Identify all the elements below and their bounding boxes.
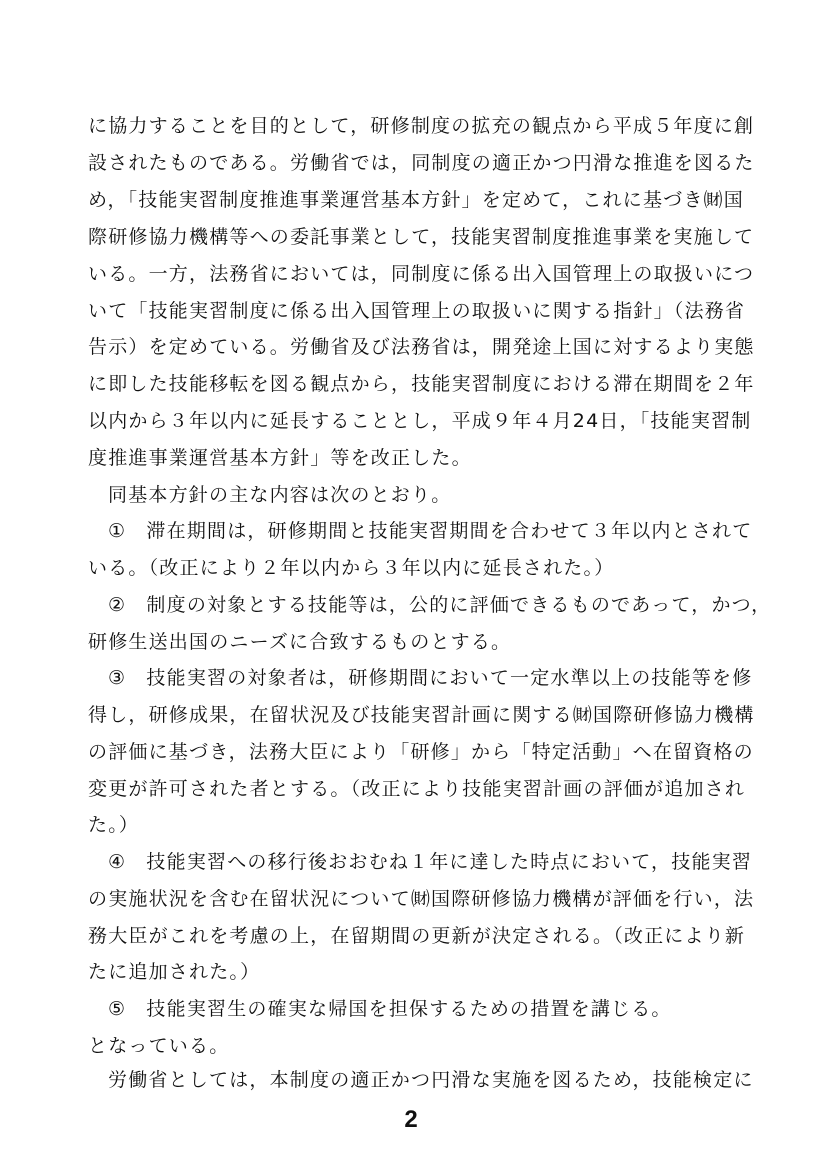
list-item-2: ② 制度の対象とする技能等は，公的に評価できるものであって，かつ， [108, 594, 772, 616]
text-line: いる。（改正により２年以内から３年以内に延長された。） [88, 557, 615, 579]
text-line: め，「技能実習制度推進事業運営基本方針」を定めて，これに基づき㈶国 [88, 189, 744, 211]
text-line: に即した技能移転を図る観点から，技能実習制度における滞在期間を２年 [88, 373, 755, 395]
text-line: 告示）を定めている。労働省及び法務省は，開発途上国に対するより実態 [88, 336, 755, 358]
text-line: 際研修協力機構等への委託事業として，技能実習制度推進事業を実施して [88, 226, 755, 248]
text-line: 度推進事業運営基本方針」等を改正した。 [88, 447, 472, 469]
text-line: 設されたものである。労働省では，同制度の適正かつ円滑な推進を図るた [88, 152, 755, 174]
text-line: いて「技能実習制度に係る出入国管理上の取扱いに関する指針」（法務省 [88, 300, 746, 322]
text-line: 変更が許可された者とする。（改正により技能実習計画の評価が追加され [88, 778, 746, 800]
list-item-1: ① 滞在期間は，研修期間と技能実習期間を合わせて３年以内とされて [108, 520, 753, 542]
list-item-5: ⑤ 技能実習生の確実な帰国を担保するための措置を講じる。 [108, 998, 672, 1020]
list-item-4: ④ 技能実習への移行後おおむね１年に達した時点において，技能実習 [108, 851, 753, 873]
list-item-3: ③ 技能実習の対象者は，研修期間において一定水準以上の技能等を修 [108, 667, 753, 689]
text-line: 研修生送出国のニーズに合致するものとする。 [88, 631, 512, 653]
text-line: 労働省としては，本制度の適正かつ円滑な実施を図るため，技能検定に [108, 1069, 754, 1091]
text-line: となっている。 [88, 1035, 230, 1057]
text-line: 同基本方針の主な内容は次のとおり。 [108, 484, 452, 506]
text-line: た。） [88, 814, 140, 836]
text-line: の評価に基づき，法務大臣により「研修」から「特定活動」へ在留資格の [88, 741, 754, 763]
text-line: 以内から３年以内に延長することとし，平成９年４月24日，「技能実習制 [88, 410, 752, 432]
text-line: たに追加された。） [88, 961, 261, 983]
page-number: 2 [404, 1106, 418, 1133]
text-line: 務大臣がこれを考慮の上，在留期間の更新が決定される。（改正により新 [88, 925, 746, 947]
text-line: 得し，研修成果，在留状況及び技能実習計画に関する㈶国際研修協力機構 [88, 704, 755, 726]
text-line: の実施状況を含む在留状況について㈶国際研修協力機構が評価を行い，法 [88, 888, 755, 910]
text-line: いる。一方，法務省においては，同制度に係る出入国管理上の取扱いにつ [88, 263, 755, 285]
text-line: に協力することを目的として，研修制度の拡充の観点から平成５年度に創 [88, 115, 755, 137]
